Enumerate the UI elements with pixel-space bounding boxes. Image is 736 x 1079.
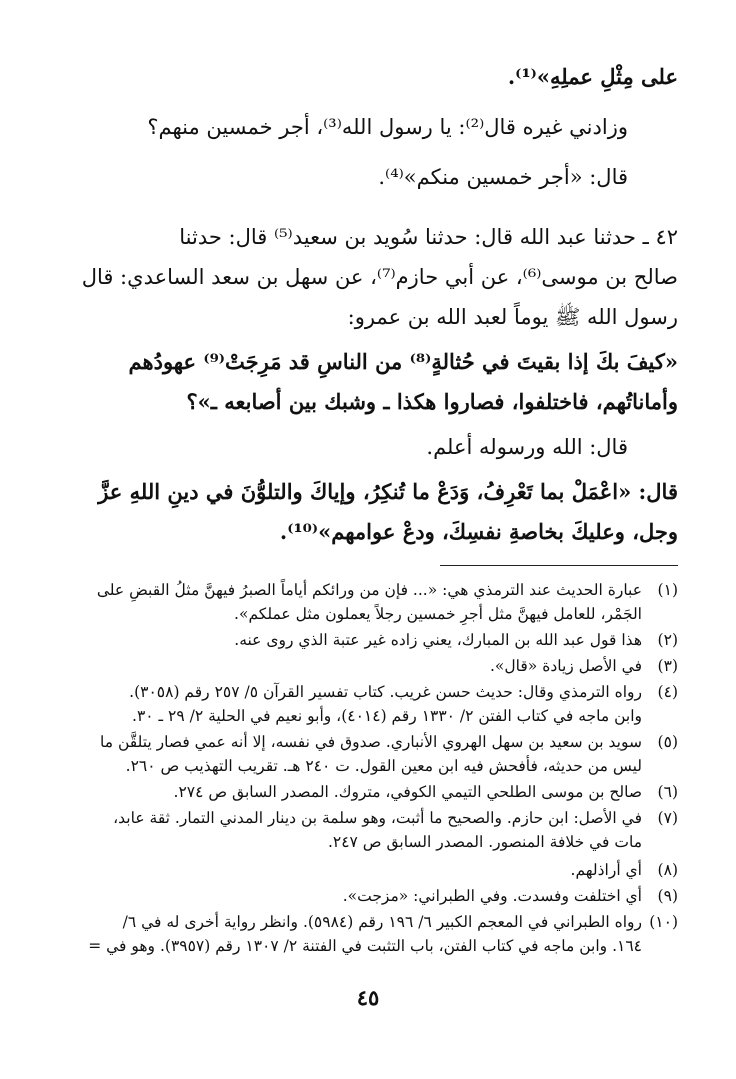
footnote-number: (٣) xyxy=(657,657,678,675)
footnote xyxy=(56,730,678,754)
footnote xyxy=(56,910,678,934)
footnote-number: (١) xyxy=(657,581,678,599)
footnote xyxy=(56,680,678,704)
footnote xyxy=(56,934,642,958)
footnote-number: (٩) xyxy=(657,887,678,905)
page-number: ٤٥ xyxy=(356,985,380,1010)
footnote-text: عبارة الحديث عند الترمذي هي: «... فإن من ورائكم أياماً الصبرُ فيهنَّ مثلُ القبضِ على xyxy=(96,581,642,599)
footnote-text: ليس من حديثه، فأفحش فيه ابن معين القول. ت ٢٤٠ هـ. تقريب التهذيب ص ٢٦٠. xyxy=(125,757,642,775)
footnote-number: (٢) xyxy=(657,631,678,649)
footnote xyxy=(56,830,642,854)
footnote-text: في الأصل زيادة «قال». xyxy=(490,657,642,675)
footnote-number: (١٠) xyxy=(649,913,678,931)
body-line: صالح بن موسى⁽⁶⁾، عن أبي حازم⁽⁷⁾، عن سهل بن سعد الساعدي: قال xyxy=(81,265,678,289)
footnote-text: مات في خلافة المنصور. المصدر السابق ص ٢٤٧. xyxy=(327,833,642,851)
footnote-number: (٤) xyxy=(657,683,678,701)
body-line: «كيفَ بكَ إذا بقيتَ في حُثالةٍ⁽⁸⁾ من الناسِ قد مَرِجَتْ⁽⁹⁾ عهودُهم xyxy=(128,349,678,374)
footnote xyxy=(56,754,642,778)
footnote-text: أي أراذلهم. xyxy=(570,861,642,879)
footnote-text: صالح بن موسى الطلحي التيمي الكوفي، متروك. المصدر السابق ص ٢٧٤. xyxy=(173,783,642,801)
footnote-text: وابن ماجه في كتاب الفتن ٢/ ١٣٣٠ رقم (٤٠١٤)، وأبو نعيم في الحلية ٢/ ٢٩ ـ ٣٠. xyxy=(132,707,642,725)
body-line: قال: «اعْمَلْ بما تَعْرِفُ، وَدَعْ ما تُنكِرُ، وإياكَ والتلوُّنَ في دينِ اللهِ عزَّ xyxy=(98,479,678,504)
footnote xyxy=(56,858,678,882)
body-line: ٤٢ ـ حدثنا عبد الله قال: حدثنا سُويد بن سعيد⁽⁵⁾ قال: حدثنا xyxy=(179,225,678,249)
footnote xyxy=(56,780,678,804)
footnote-text: ١٦٤. وابن ماجه في كتاب الفتن، باب التثبت في الفتنة ٢/ ١٣٠٧ رقم (٣٩٥٧). وهو في = xyxy=(88,937,642,955)
footnote-text: أي اختلفت وفسدت. وفي الطبراني: «مزجت». xyxy=(342,887,642,905)
footnote xyxy=(56,704,642,728)
body-line: قال: الله ورسوله أعلم. xyxy=(426,435,628,459)
footnote xyxy=(56,578,678,602)
footnote xyxy=(56,628,678,652)
footnote-text: رواه الترمذي وقال: حديث حسن غريب. كتاب تفسير القرآن ٥/ ٢٥٧ رقم (٣٠٥٨). xyxy=(129,683,642,701)
footnote xyxy=(56,602,642,626)
body-line: رسول الله ﷺ يوماً لعبد الله بن عمرو: xyxy=(347,305,678,329)
footnote xyxy=(56,806,678,830)
body-line: وزادني غيره قال⁽²⁾: يا رسول الله⁽³⁾، أجر خمسين منهم؟ xyxy=(147,115,628,139)
footnote-text: هذا قول عبد الله بن المبارك، يعني زاده غير عتبة الذي روى عنه. xyxy=(234,631,642,649)
footnote-text: في الأصل: ابن حازم. والصحيح ما أثبت، وهو سلمة بن دينار المدني التمار. ثقة عابد، xyxy=(113,809,642,827)
body-line: وأماناتُهم، فاختلفوا، فصاروا هكذا ـ وشبك بين أصابعه ـ»؟ xyxy=(186,389,678,414)
footnote-text: رواه الطبراني في المعجم الكبير ٦/ ١٩٦ رقم (٥٩٨٤). وانظر رواية أخرى له في ٦/ xyxy=(122,913,642,931)
footnote-text: الجَمْر، للعامل فيهنَّ مثل أجرِ خمسين رجلاً يعملون مثل عملكم». xyxy=(234,605,642,623)
footnote-text: سويد بن سعيد بن سهل الهروي الأنباري. صدوق في نفسه، إلا أنه عمي فصار يتلقَّن ما xyxy=(100,733,642,751)
footnote-divider xyxy=(440,565,678,566)
body-line: قال: «أجر خمسين منكم»⁽⁴⁾. xyxy=(378,165,628,189)
footnote xyxy=(56,884,678,908)
footnote-number: (٦) xyxy=(657,783,678,801)
footnote xyxy=(56,654,678,678)
body-line: وجل، وعليكَ بخاصةِ نفسِكَ، ودعْ عوامهم»⁽¹⁰⁾. xyxy=(279,519,678,544)
footnote-number: (٧) xyxy=(657,809,678,827)
footnote-number: (٨) xyxy=(657,861,678,879)
footnote-number: (٥) xyxy=(657,733,678,751)
body-line: على مِثْلِ عملِهِ»⁽¹⁾. xyxy=(507,64,678,89)
